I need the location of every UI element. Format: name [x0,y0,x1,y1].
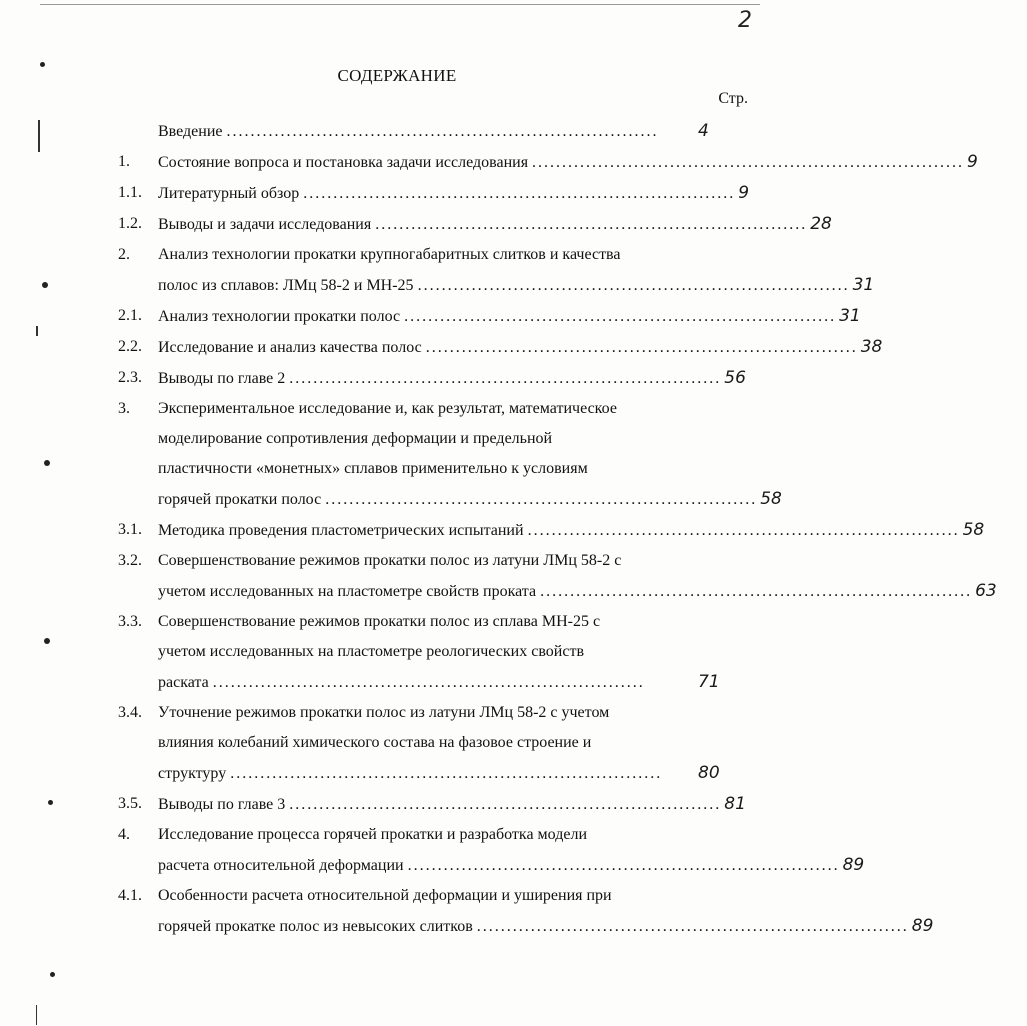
toc-entry-title-line: Исследование процесса горячей прокатки и разработка модели [158,826,588,843]
toc-entry-number: 2.1. [118,307,142,324]
margin-scan-mark [50,972,55,977]
toc-entry-title-line: горячей прокатке полос из невысоких слитков [158,918,473,935]
toc-entry-title-line: полос из сплавов: ЛМц 58-2 и МН-25 [158,277,414,294]
toc-entry-title-line: Выводы и задачи исследования [158,216,372,233]
toc-entry-number: 4. [118,826,130,843]
toc-entry-title-line: учетом исследованных на пластометре реологических свойств [158,643,584,660]
toc-entry [118,178,750,209]
toc-entry-number: 1.2. [118,215,142,232]
dot-leader [213,668,692,698]
margin-scan-mark [44,460,50,466]
toc-entry-title-line: Анализ технологии прокатки крупногабаритных слитков и качества [158,246,621,263]
toc-entry [118,820,865,881]
toc-entry-page: 80 [698,763,720,783]
toc-entry-page: 63 [975,581,997,601]
toc-entry-page: 28 [810,214,832,234]
toc-entry-page: 38 [860,337,883,357]
toc-entry [118,394,782,515]
dot-leader [227,117,693,147]
toc-entry-number: 4.1. [118,887,142,904]
toc-entry [118,789,750,820]
toc-entry-number: 3.4. [118,704,142,721]
toc-entry-page: 89 [911,916,934,936]
toc-entry-page: 31 [839,306,861,326]
dot-leader [426,333,855,363]
dot-leader [532,148,961,178]
toc-entry [118,301,861,332]
toc-entry [118,363,750,394]
dot-leader [418,271,847,301]
toc-entry-page: 58 [962,520,985,540]
margin-scan-mark [38,120,40,152]
toc-entry-page: 71 [698,672,720,692]
toc-entry-page: 9 [967,152,978,172]
toc-entry-title-line: Состояние вопроса и постановка задачи исследования [158,154,529,171]
margin-scan-mark [48,800,53,805]
margin-scan-mark [40,62,45,67]
top-rule [40,4,760,5]
dot-leader [303,179,732,209]
toc-entry [118,332,883,363]
page-title: СОДЕРЖАНИЕ [337,66,457,85]
table-of-contents [118,116,997,942]
toc-entry-number: 3.1. [118,521,142,538]
toc-entry-page: 56 [724,368,746,388]
toc-entry-title-line: Выводы по главе 2 [158,370,286,387]
toc-entry-page: 81 [724,794,746,814]
toc-entry-title-line: влияния колебаний химического состава на фазовое строение и [158,734,592,751]
toc-entry [118,209,832,240]
toc-entry-number: 2.2. [118,338,142,355]
toc-entry-title-line: Совершенствование режимов прокатки полос из сплава МН-25 с [158,613,601,630]
toc-entry-title-line: пластичности «монетных» сплавов применительно к условиям [158,460,588,477]
toc-entry-title-line: Литературный обзор [158,185,300,202]
toc-entry-page: 9 [738,183,750,203]
toc-entry [118,147,978,178]
toc-entry-number: 1.1. [118,184,142,201]
toc-entry-number: 3.2. [118,552,142,569]
toc-entry-title-line: структуру [158,765,227,782]
toc-entry-title-line: Экспериментальное исследование и, как результат, математическое [158,400,617,417]
toc-entry-number: 3.5. [118,795,142,812]
toc-entry-number: 1. [118,153,130,170]
toc-entry-title-line: расчета относительной деформации [158,857,404,874]
dot-leader [325,485,754,515]
toc-entry-title-line: Особенности расчета относительной деформации и уширения при [158,887,612,904]
toc-entry-title-line: Выводы по главе 3 [158,796,286,813]
dot-leader [408,851,837,881]
toc-entry-title-line: Исследование и анализ качества полос [158,339,422,356]
toc-entry-page: 89 [842,855,865,875]
toc-entry [118,240,875,301]
toc-entry-title-line: Анализ технологии прокатки полос [158,308,401,325]
toc-entry-title-line: Уточнение режимов прокатки полос из латуни ЛМц 58-2 с учетом [158,704,610,721]
toc-entry-number: 3.3. [118,613,142,630]
dot-leader [540,577,969,607]
margin-scan-mark [44,638,50,644]
toc-entry [118,881,934,942]
dot-leader [404,302,833,332]
margin-scan-mark [36,1005,37,1025]
toc-entry-title-line: Методика проведения пластометрических испытаний [158,522,524,539]
toc-entry [118,515,985,546]
page-number: 2 [738,8,752,33]
margin-scan-mark [36,326,38,336]
toc-entry-title-line: Совершенствование режимов прокатки полос из латуни ЛМц 58-2 с [158,552,622,569]
toc-entry-title-line: Введение [158,123,223,140]
toc-entry-number: 2.3. [118,369,142,386]
toc-entry [118,698,750,789]
margin-scan-mark [42,282,48,288]
toc-entry-title-line: раската [158,674,209,691]
toc-entry [118,116,750,147]
dot-leader [477,912,906,942]
dot-leader [289,790,718,820]
dot-leader [230,759,692,789]
toc-entry-title-line: моделирование сопротивления деформации и предельной [158,430,553,447]
toc-entry-page: 4 [698,121,709,141]
dot-leader [375,210,804,240]
toc-entry-number: 2. [118,246,130,263]
page-column-header: Стр. [718,90,748,107]
toc-entry [118,607,750,698]
dot-leader [528,516,957,546]
toc-entry-title-line: горячей прокатки полос [158,491,322,508]
dot-leader [289,364,718,394]
toc-entry-title-line: учетом исследованных на пластометре свойств проката [158,583,537,600]
toc-entry-number: 3. [118,400,130,417]
toc-entry-number [118,116,158,147]
toc-entry-page: 58 [760,489,782,509]
toc-entry [118,546,997,607]
toc-entry-page: 31 [852,275,875,295]
